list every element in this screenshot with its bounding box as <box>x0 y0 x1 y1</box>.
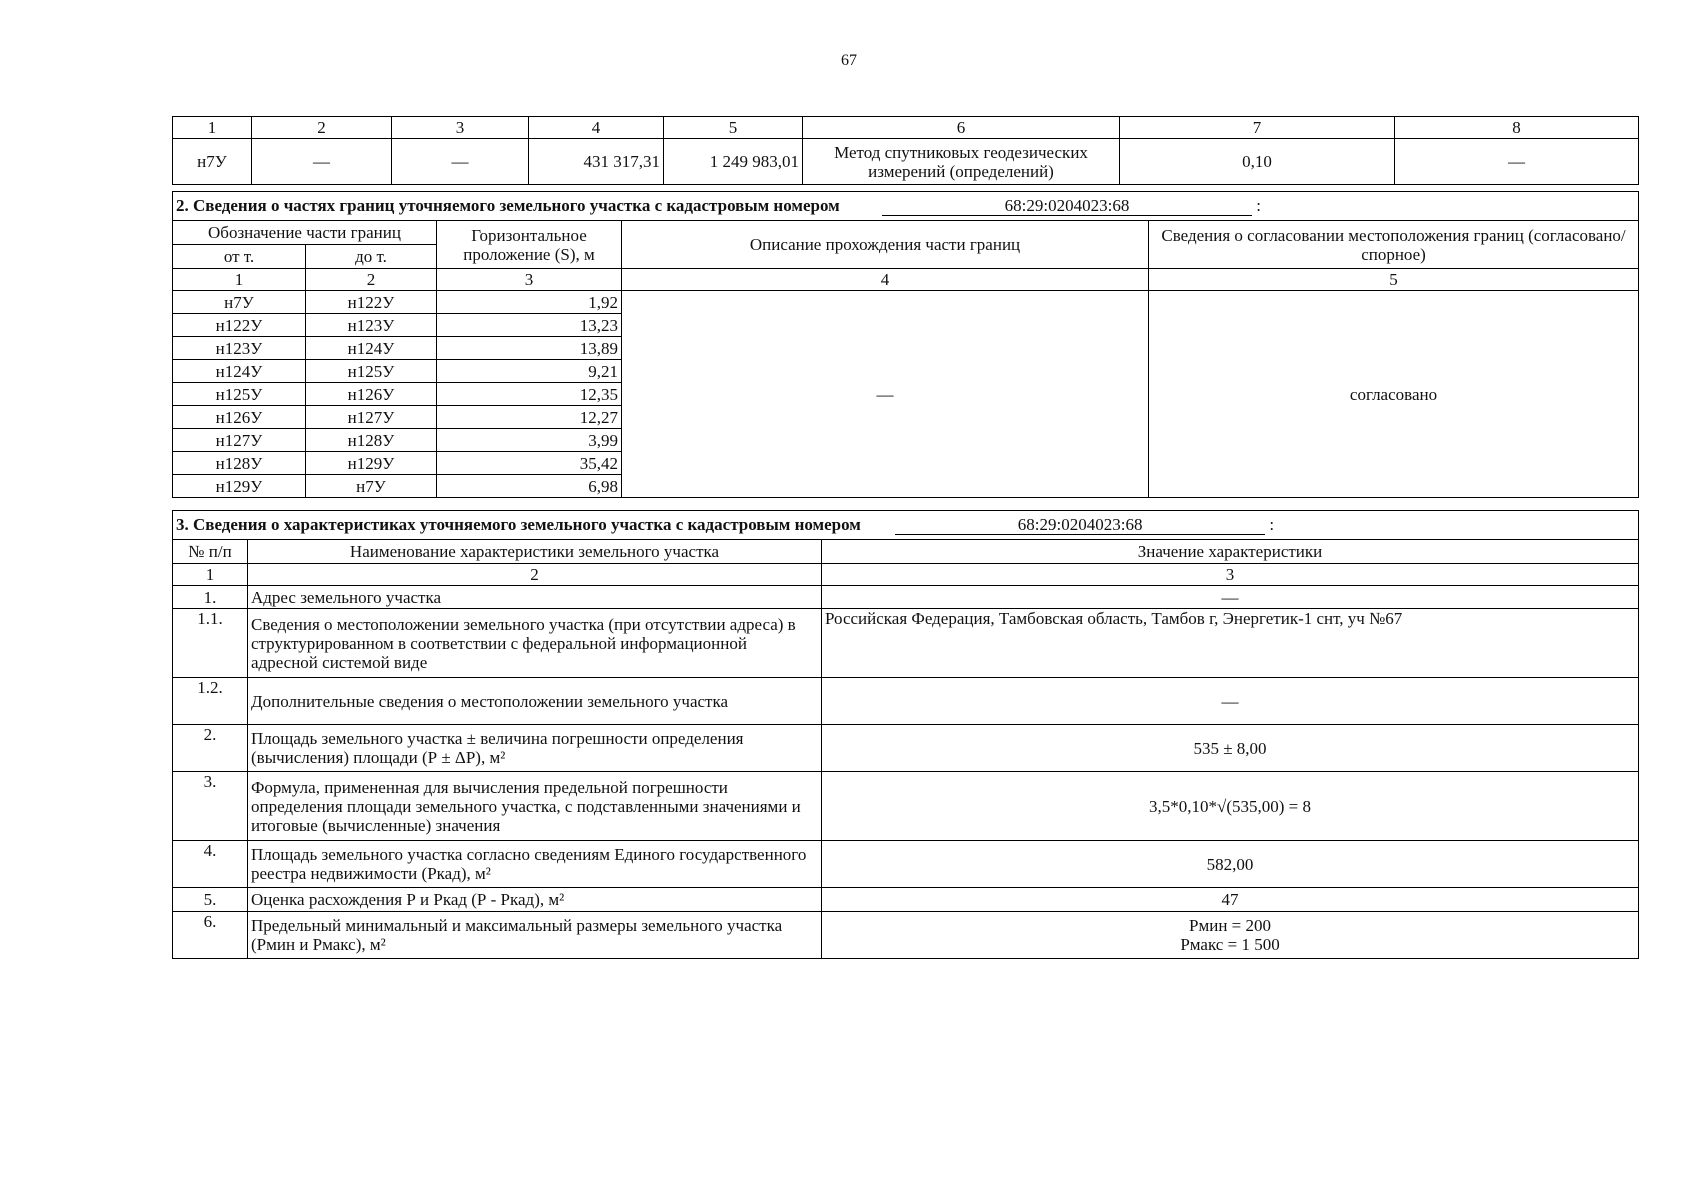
colon: : <box>1256 196 1261 215</box>
description-value: — <box>622 291 1149 498</box>
cadastral-number: 68:29:0204023:68 <box>895 515 1265 535</box>
col-number: 3 <box>822 564 1639 586</box>
section-3-title-row <box>173 511 1639 540</box>
row-name: Адрес земельного участка <box>248 586 822 609</box>
table-row <box>173 609 1639 678</box>
col-number: 1 <box>173 269 306 291</box>
col-number: 8 <box>1395 117 1639 139</box>
col-number: 2 <box>306 269 437 291</box>
to-point: н7У <box>306 475 437 498</box>
col-number: 5 <box>664 117 803 139</box>
header-agreement: Сведения о согласовании местоположения границ (согласовано/спорное) <box>1149 221 1639 269</box>
header-from: от т. <box>173 245 306 269</box>
row-name: Площадь земельного участка ± величина погрешности определения (вычисления) площади (Р ± ΔР), м² <box>248 725 822 772</box>
col-number: 4 <box>529 117 664 139</box>
row-value: — <box>822 678 1639 725</box>
row-value: — <box>822 586 1639 609</box>
from-point: н126У <box>173 406 306 429</box>
table-row <box>173 841 1639 888</box>
row-value: 47 <box>822 888 1639 912</box>
section-2-title-row <box>173 192 1639 221</box>
table-row <box>173 725 1639 772</box>
from-point: н122У <box>173 314 306 337</box>
from-point: н7У <box>173 291 306 314</box>
col-number: 1 <box>173 564 248 586</box>
accuracy-cell: 0,10 <box>1120 139 1395 185</box>
distance-value: 6,98 <box>437 475 622 498</box>
to-point: н129У <box>306 452 437 475</box>
to-point: н126У <box>306 383 437 406</box>
coordinate-x: 431 317,31 <box>529 139 664 185</box>
to-point: н123У <box>306 314 437 337</box>
agreement-value: согласовано <box>1149 291 1639 498</box>
header-designation: Обозначение части границ <box>173 221 437 245</box>
table-row <box>173 291 1639 314</box>
cell-dash: — <box>392 139 529 185</box>
from-point: н128У <box>173 452 306 475</box>
header-distance: Горизонтальное проложение (S), м <box>437 221 622 269</box>
distance-value: 12,27 <box>437 406 622 429</box>
cadastral-number: 68:29:0204023:68 <box>882 196 1252 216</box>
col-number: 6 <box>803 117 1120 139</box>
col-number: 2 <box>252 117 392 139</box>
row-name: Площадь земельного участка согласно сведениям Единого государственного реестра недвижимости (Ркад), м² <box>248 841 822 888</box>
col-number: 2 <box>248 564 822 586</box>
point-name: н7У <box>173 139 252 185</box>
row-name: Оценка расхождения Р и Ркад (Р - Ркад), м² <box>248 888 822 912</box>
distance-value: 12,35 <box>437 383 622 406</box>
row-num: 2. <box>173 725 248 772</box>
table-row <box>173 912 1639 959</box>
to-point: н124У <box>306 337 437 360</box>
coordinate-y: 1 249 983,01 <box>664 139 803 185</box>
row-value: Российская Федерация, Тамбовская область, Тамбов г, Энергетик-1 снт, уч №67 <box>822 609 1639 678</box>
col-number: 4 <box>622 269 1149 291</box>
colon: : <box>1269 515 1275 534</box>
row-num: 5. <box>173 888 248 912</box>
row-value: 582,00 <box>822 841 1639 888</box>
method-cell: Метод спутниковых геодезических измерений (определений) <box>803 139 1120 185</box>
coordinates-table-continuation <box>172 116 1638 185</box>
col-number: 3 <box>392 117 529 139</box>
header-value: Значение характеристики <box>822 540 1639 564</box>
distance-value: 13,89 <box>437 337 622 360</box>
row-num: 1.1. <box>173 609 248 678</box>
page-number: 67 <box>841 52 857 69</box>
header-to: до т. <box>306 245 437 269</box>
table-row <box>173 772 1639 841</box>
section-2-boundary-parts <box>172 191 1638 498</box>
section-3-title: 3. Сведения о характеристиках уточняемого земельного участка с кадастровым номером <box>176 515 861 534</box>
to-point: н125У <box>306 360 437 383</box>
from-point: н129У <box>173 475 306 498</box>
row-num: 1. <box>173 586 248 609</box>
col-number: 7 <box>1120 117 1395 139</box>
distance-value: 35,42 <box>437 452 622 475</box>
from-point: н124У <box>173 360 306 383</box>
table-row <box>173 888 1639 912</box>
row-name: Предельный минимальный и максимальный размеры земельного участка (Рмин и Рмакс), м² <box>248 912 822 959</box>
to-point: н122У <box>306 291 437 314</box>
from-point: н125У <box>173 383 306 406</box>
row-value: 3,5*0,10*√(535,00) = 8 <box>822 772 1639 841</box>
col-number: 1 <box>173 117 252 139</box>
distance-value: 9,21 <box>437 360 622 383</box>
row-name: Дополнительные сведения о местоположении земельного участка <box>248 678 822 725</box>
header-description: Описание прохождения части границ <box>622 221 1149 269</box>
distance-value: 3,99 <box>437 429 622 452</box>
col-number: 3 <box>437 269 622 291</box>
from-point: н127У <box>173 429 306 452</box>
header-num: № п/п <box>173 540 248 564</box>
section-3-characteristics <box>172 510 1638 959</box>
col-number: 5 <box>1149 269 1639 291</box>
max-size-value: Рмакс = 1 500 <box>1180 935 1280 954</box>
distance-value: 13,23 <box>437 314 622 337</box>
row-value-minmax <box>822 912 1639 959</box>
row-num: 1.2. <box>173 678 248 725</box>
cell-dash: — <box>1395 139 1639 185</box>
row-num: 4. <box>173 841 248 888</box>
row-name: Сведения о местоположении земельного участка (при отсутствии адреса) в структурированном в соответствии с федеральной информационной адресной системой виде <box>248 609 822 678</box>
table-row <box>173 678 1639 725</box>
table-row <box>173 586 1639 609</box>
header-name: Наименование характеристики земельного участка <box>248 540 822 564</box>
section-2-title: 2. Сведения о частях границ уточняемого земельного участка с кадастровым номером <box>176 196 840 215</box>
cell-dash: — <box>252 139 392 185</box>
from-point: н123У <box>173 337 306 360</box>
row-num: 6. <box>173 912 248 959</box>
row-num: 3. <box>173 772 248 841</box>
to-point: н128У <box>306 429 437 452</box>
row-name: Формула, примененная для вычисления предельной погрешности определения площади земельного участка, с подставленными значениями и итоговые (вычисленные) значения <box>248 772 822 841</box>
distance-value: 1,92 <box>437 291 622 314</box>
min-size-value: Рмин = 200 <box>1189 916 1272 935</box>
to-point: н127У <box>306 406 437 429</box>
row-value: 535 ± 8,00 <box>822 725 1639 772</box>
